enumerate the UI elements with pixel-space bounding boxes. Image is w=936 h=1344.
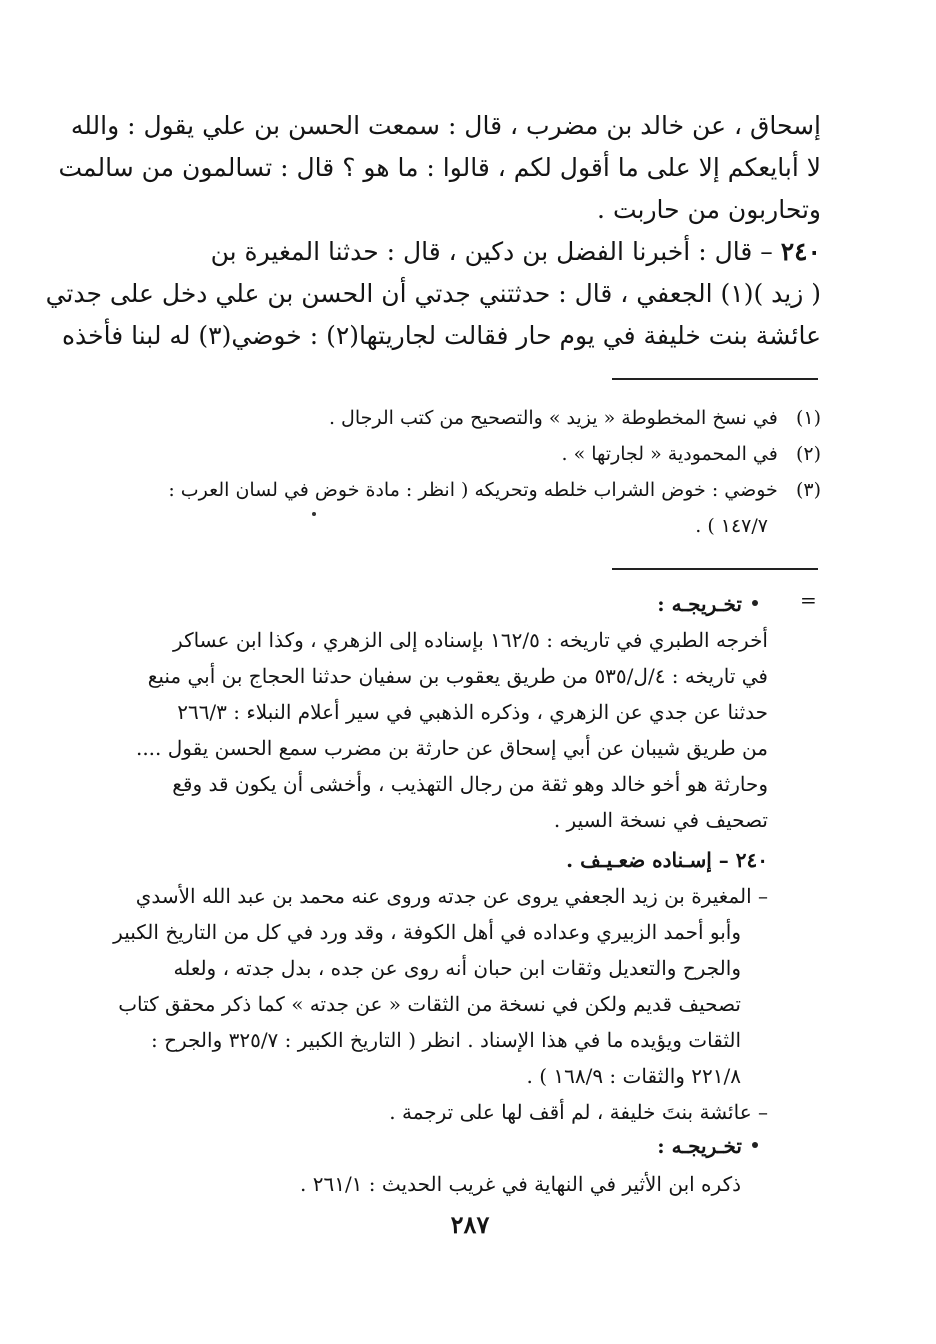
hadith-number: ٢٤٠ [780,237,821,266]
isnad-line: تصحيف قديم ولكن في نسخة من الثقات « عن جدته » كما ذكر محقق كتاب [118,992,741,1016]
takhrij-line: أخرجه الطبري في تاريخه : ١٦٢/٥ بإسناده إلى الزهري ، وكذا ابن عساكر [173,628,768,652]
hadith-240-line: ( زيد )(١) الجعفي ، قال : حدثتني جدتي أن الحسن بن علي دخل على جدتي [45,279,821,308]
footnote [141,438,821,470]
footnote-text: في نسخ المخطوطة « يزيد » والتصحيح من كتب الرجال . [328,407,778,429]
footnote-text: في المحمودية « لجارتها » . [561,443,778,465]
hadith-240-line [146,232,821,272]
body-line: وتحاربون من حاربت . [597,195,821,224]
takhrij-line: حدثنا عن جدي عن الزهري ، وذكره الذهبي في سير أعلام النبلاء : ٢٦٦/٣ [177,700,768,724]
footnote-text: خوضي : خوض الشراب خلطه وتحريكه ( انظر : مادة خوض في لسان العرب : [168,479,778,501]
isnad-line: والجرح والتعديل وثقات ابن حبان أنه روى عن جده ، بدل جدته ، ولعله [173,956,741,980]
isnad-line: – عائشة بنتَ خليفة ، لم أقف لها على ترجمة . [389,1100,768,1124]
takhrij-line: من طريق شيبان عن أبي إسحاق عن حارثة بن مضرب سمع الحسن يقول .... [135,736,768,760]
footnote-separator [612,378,818,380]
bullet-icon [752,1142,758,1148]
footnote [141,474,821,506]
body-line: إسحاق ، عن خالد بن مضرب ، قال : سمعت الحسن بن علي يقول : والله [70,111,821,140]
section-separator [612,568,818,570]
takhrij-line: وحارثة هو أخو خالد وهو ثقة من رجال التهذيب ، وأخشى أن يكون قد وقع [172,772,768,796]
hadith-240-text: – قال : أخبرنا الفضل بن دكين ، قال : حدثنا المغيرة بن [210,237,773,266]
isnad-line: وأبو أحمد الزبيري وعداده في أهل الكوفة ، وقد ورد في كل من التاريخ الكبير [113,920,741,944]
footnote-number: (١) [795,407,821,429]
page-number: ٢٨٧ [450,1210,490,1239]
footnote [141,402,821,434]
body-line: لا أبايعكم إلا على ما أقول لكم ، قالوا : ما هو ؟ قال : تسالمون من سالمت [58,153,821,182]
isnad-line: ٢٢١/٨ والثقات : ١٦٨/٩ ) . [526,1064,741,1088]
isnad-line: الثقات ويؤيده ما في هذا الإسناد . انظر ( التاريخ الكبير : ٣٢٥/٧ والجرح : [150,1028,741,1052]
takhrij-line: في تاريخه : ٤/ل/٥٣٥ من طريق يعقوب بن سفيان حدثنا الحجاج بن أبي منيع [147,664,768,688]
footnote-number: (٣) [795,479,821,501]
takhrij-heading: تخـريجـه : [657,592,742,616]
hadith-240-line: عائشة بنت خليفة في يوم حار فقالت لجاريتها(٢) : خوضي(٣) له لبنا فأخذه [61,321,821,350]
takhrij2-line: ذكره ابن الأثير في النهاية في غريب الحديث : ٢٦١/١ . [300,1172,741,1196]
takhrij-line: تصحيف في نسخة السير . [553,808,768,832]
continuation-marker: = [800,588,817,612]
takhrij2-heading: تخـريجـه : [657,1134,742,1158]
bullet-icon [752,600,758,606]
isnad-line: – المغيرة بن زيد الجعفي يروى عن جدته وروى عنه محمد بن عبد الله الأسدي [135,884,768,908]
footnote-continuation: ١٤٧/٧ ) . [695,515,768,537]
isnad-heading: ٢٤٠ – إسـناده ضعـيـف . [566,848,768,872]
footnote-number: (٢) [795,443,821,465]
